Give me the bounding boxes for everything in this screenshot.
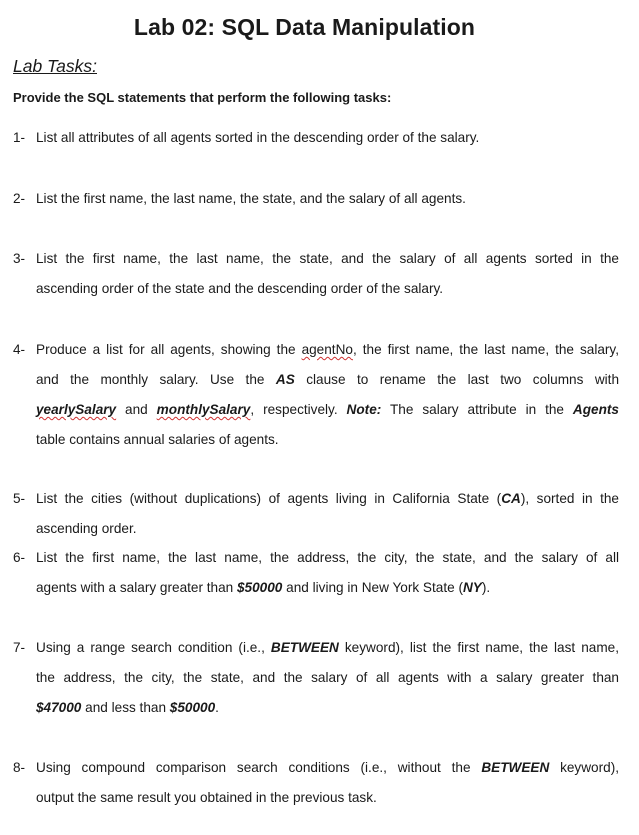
task-item xyxy=(13,244,619,304)
task-item xyxy=(13,484,619,544)
page-title: Lab 02: SQL Data Manipulation xyxy=(133,14,476,40)
task-text: Produce a list for all agents, showing the agentNo, the first name, the last name, the salary, and the monthly salary. Use the AS clause to rename the last two columns with yearlySalary and monthlySalary, respectively. Note: The salary attribute in the Agents table contains annual salaries of agents. xyxy=(36,342,620,447)
task-number: 6- xyxy=(13,550,26,565)
task-text: Using compound comparison search conditions (i.e., without the BETWEEN keyword), output the same result you obtained in the previous task. xyxy=(36,760,620,805)
task-text: List the first name, the last name, the state, and the salary of all agents. xyxy=(36,191,466,206)
task-text: Using a range search condition (i.e., BETWEEN keyword), list the first name, the last name, the address, the city, the state, and the salary of all agents with a salary greater than $47000 and less than $50000. xyxy=(36,640,619,715)
task-item xyxy=(13,753,619,813)
task-number: 4- xyxy=(13,342,26,357)
task-number: 3- xyxy=(13,251,26,266)
task-number: 1- xyxy=(13,130,26,145)
task-number: 8- xyxy=(13,760,26,775)
task-number: 7- xyxy=(13,640,26,655)
task-text: List the cities (without duplications) of agents living in California State (CA), sorted in the ascending order. xyxy=(36,491,619,536)
task-text: List the first name, the last name, the address, the city, the state, and the salary of all agents with a salary greater than $50000 and living in New York State (NY). xyxy=(36,550,619,595)
task-item xyxy=(13,543,619,603)
task-item xyxy=(13,123,619,153)
task-item xyxy=(13,633,619,723)
task-number: 2- xyxy=(13,191,26,206)
task-text: List all attributes of all agents sorted in the descending order of the salary. xyxy=(36,130,480,145)
task-number: 5- xyxy=(13,491,26,506)
task-item xyxy=(13,335,619,455)
intro-text: Provide the SQL statements that perform the following tasks: xyxy=(13,90,392,105)
task-item xyxy=(13,184,619,214)
task-text: List the first name, the last name, the state, and the salary of all agents sorted in the ascending order of the state and the descending order of the salary. xyxy=(36,251,619,296)
section-heading: Lab Tasks: xyxy=(13,56,97,76)
